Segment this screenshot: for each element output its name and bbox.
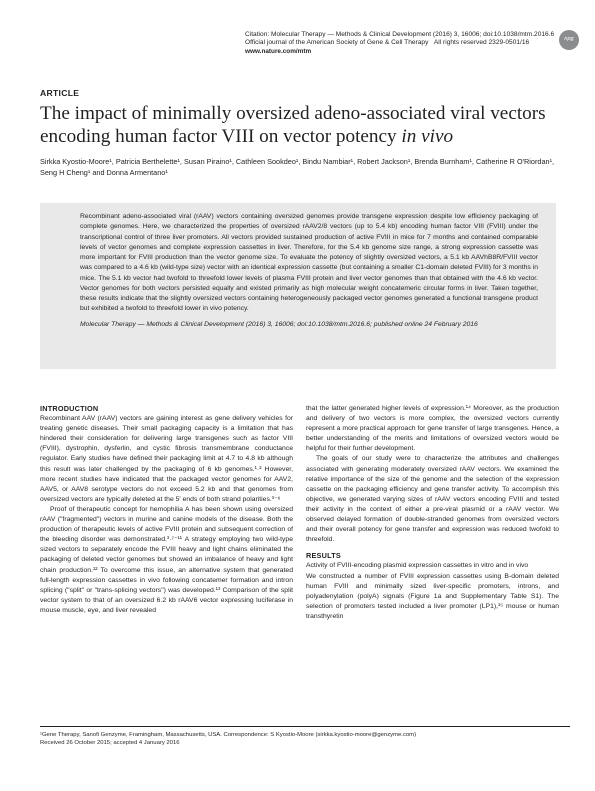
intro-paragraph-3: that the latter generated higher levels of expression.¹⁴ Moreover, as the production and delivery of two vectors is more complex, the oversized vectors currently represent a more practical approach for gene transfer of large transgenes. Hence, a better understanding of the merits and limitations of oversized vectors would be helpful for their further development. [306,405,559,453]
title-italic: in vivo [401,126,454,147]
results-paragraph-1: We constructed a number of FVIII expression cassettes using B-domain deleted human FVIII and minimally sized liver-specific promoters, introns, and polyadenylation (polyA) signals (Figure 1a and Supplementary Table S1). The selection of promoters tested included a liver promoter (LP1),¹⁵ mouse or human transthyretin [306,572,559,620]
introduction-heading: INTRODUCTION [40,404,99,413]
journal-affiliation-line [245,39,555,47]
article-type-label: ARTICLE [40,88,80,98]
journal-reference-text: Molecular Therapy — Methods & Clinical Development (2016) 3, 16006; doi:10.1038/mtm.2016.6; published online 24 February 2016 [80,320,478,328]
received-dates: Received 26 October 2015; accepted 4 January 2016 [40,740,180,747]
left-column [40,404,293,616]
right-column [306,404,559,622]
results-subheading: Activity of FVIII-encoding plasmid expression cassettes in vitro and in vivo [306,562,529,570]
citation-block [245,31,555,56]
intro-paragraph-2: Proof of therapeutic concept for hemophilia A has been shown using oversized rAAV ("fragmented") vectors in murine and canine models of the disease. Both the production of therapeutic levels of active FVIII protein and subsequent correction of the bleeding disorder was demonstrated.³·⁷⁻¹¹ A strategy employing two wild-type sized vectors to separately encode the FVIII heavy and light chains eliminated the packaging of deleted vector genomes but showed an imbalance of heavy and light chain production.¹² To overcome this issue, an alternative system that generated full-length expression cassettes in vivo following concatemer formation and intron splicing ("split" or "trans-splicing vectors") was developed.¹³ Comparison of the split vector system to that of an oversized 6.2 kb rAAV6 vector expressing luciferase in mouse muscle, eye, and liver revealed [40,505,293,614]
results-heading: RESULTS [306,551,341,561]
intro-paragraph-1: Recombinant AAV (rAAV) vectors are gaining interest as gene delivery vehicles for treating genetic diseases. Their small packaging capacity is a limitation that has hindered their consideration for delivering large transgenes such as factor VIII (FVIII), dystrophin, dysferlin, and cystic fibrosis transmembrane conductance regulator. Early studies have defined their packaging limit at 4.7 to 4.8 kb although this result was later challenged by the packaging of 6 kb genomes.¹·² However, more recent studies have indicated that the packaged vector genomes for AAV2, AAV5, or AAV8 serotype vectors do not exceed 5.2 kb and that genomes from oversized vectors are typically deleted at the 5′ ends of both strand polarities.³⁻⁶ [40,415,293,503]
journal-reference [80,320,538,330]
rights-line: All rights reserved 2329-0501/16 [433,39,530,47]
society-line: Official journal of the American Society of Gene & Cell Therapy [245,39,429,47]
article-title [40,102,560,148]
abstract-text: Recombinant adeno-associated viral (rAAV) vectors containing oversized genomes provide transgene expression despite low efficiency packaging of complete genomes. Here, we characterized the properties of oversized rAAV2/8 vectors (up to 5.4 kb) encoding human factor VIII (FVIII) under the transcriptional control of three liver promoters. All vectors provided sustained production of active FVIII in mice for 7 months and contained comparable levels of vector genomes and complete expression cassettes in liver. Therefore, for the 5.4 kb genome size range, a strong expression cassette was more important for FVIII production than the vector genome size. To evaluate the potency of slightly oversized vectors, a 5.1 kb AAVhB8R/FVIII vector was compared to a 4.6 kb (wild-type size) vector with an identical expression cassette (but containing a smaller C1-domain deleted FVIII) for 3 months in mice. The 5.1 kb vector had twofold to threefold lower levels of plasma FVIII protein and liver vector genomes than that obtained with the 4.6 kb vector. Vector genomes for both vectors persisted equally and existed primarily as high molecular weight concatemeric circular forms in liver. Taken together, these results indicate that the slightly oversized vectors containing heterogeneously packaged vector genomes generated a functional transgene product but exhibited a twofold to threefold lower in vivo potency. [80,213,538,313]
author-list: Sirkka Kyostio-Moore¹, Patricia Berthelette¹, Susan Piraino¹, Cathleen Sookdeo¹, Bindu Nambiar¹, Robert Jackson¹, Brenda Burnham¹, Catherine R O'Riordan¹, Seng H Cheng¹ and Donna Armentano¹ [40,157,555,178]
affiliation-note: ¹Gene Therapy, Sanofi Genzyme, Framingham, Massachusetts, USA. Correspondence: S Kyostio-Moore (sirkka.kyostio-moore@genzyme.com) [40,732,417,738]
title-main: The impact of minimally oversized adeno-associated viral vectors encoding human factor VIII on vector potency [40,103,546,147]
website-link[interactable]: www.nature.com/mtm [245,47,312,55]
footer-notes [40,726,570,747]
abstract-box [40,203,556,369]
logo-text: npg [564,36,574,42]
intro-paragraph-4: The goals of our study were to characterize the attributes and challenges associated with generating moderately oversized rAAV vectors. We examined the relative importance of the size of the genome and the selection of the expression cassette on the packaging efficiency and gene transfer activity. To accomplish this objective, we generated varying sizes of rAAV vectors encoding FVIII and tested their activity in the context of either a pre-viral plasmid or a rAAV vector. We observed delayed formation of double-stranded genomes from oversized vectors and their overall potency for gene transfer and expression was reduced twofold to threefold. [306,455,559,544]
citation-line: Citation: Molecular Therapy — Methods & Clinical Development (2016) 3, 16006; doi:10.1038/mtm.2016.6 [245,31,555,38]
npg-logo-icon [559,30,579,50]
